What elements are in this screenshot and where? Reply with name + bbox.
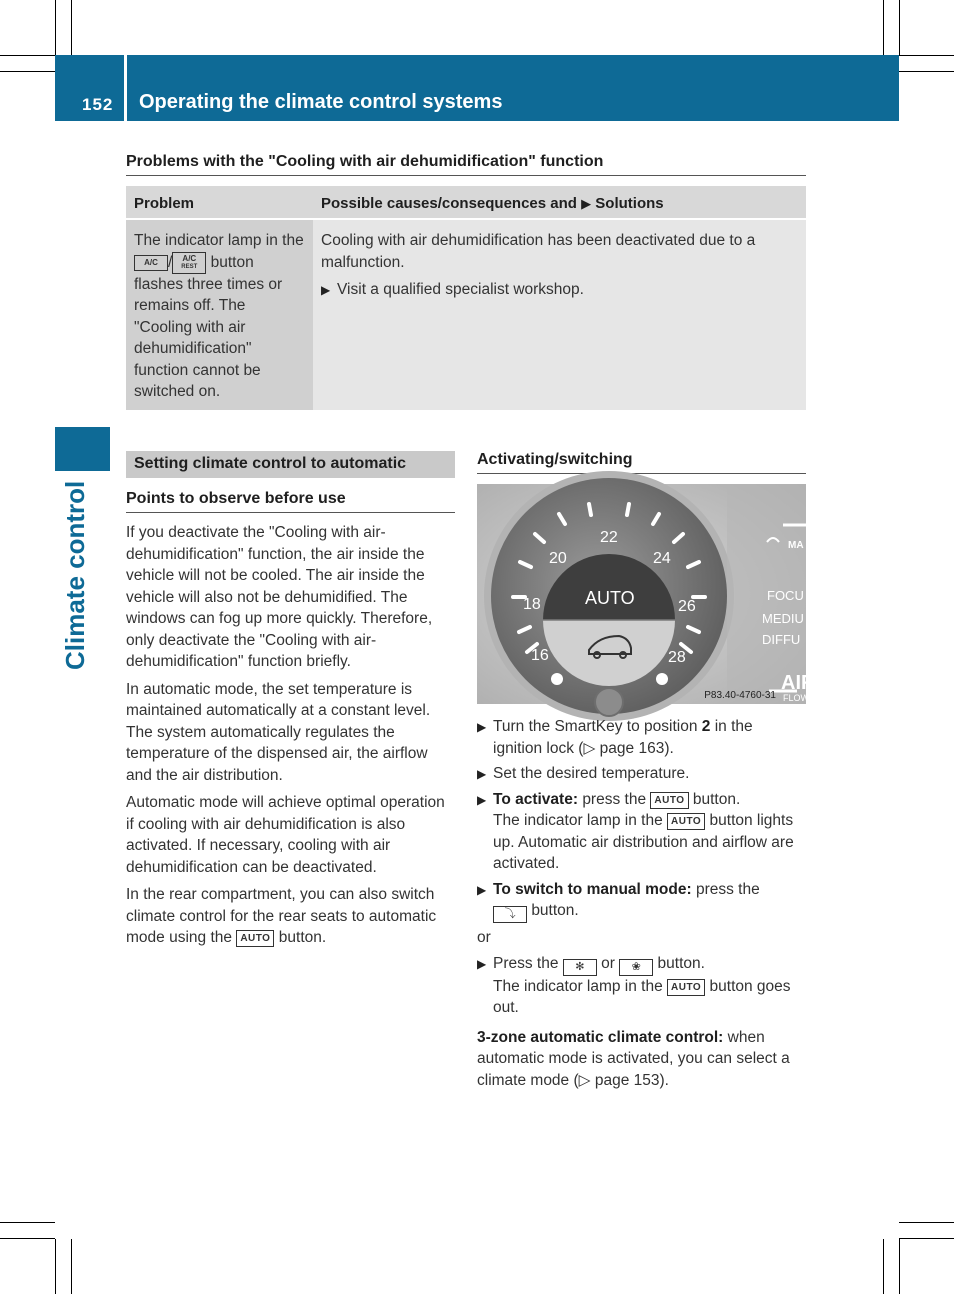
crop-mark bbox=[899, 1239, 900, 1294]
side-tab-marker bbox=[55, 427, 110, 471]
crop-mark bbox=[0, 1238, 55, 1239]
crop-mark bbox=[71, 0, 72, 55]
auto-button-icon: AUTO bbox=[667, 813, 705, 830]
fan-low-button-icon: ✻ bbox=[563, 959, 597, 976]
rear-text-a: In the rear compartment, you can also switch climate control for the rear seats to automatic mode using the bbox=[126, 886, 437, 946]
crop-mark bbox=[899, 1238, 954, 1239]
ac-rest-top: A/C bbox=[182, 253, 197, 263]
step5-text-b: button. bbox=[657, 954, 705, 972]
arrow-right-icon: ▶ bbox=[477, 956, 487, 971]
step1-text-b: in the ignition lock (▷ page 163). bbox=[493, 718, 753, 757]
arrow-right-icon: ▶ bbox=[477, 720, 487, 734]
paragraph-rear-compartment bbox=[126, 884, 455, 949]
temp-label-18: 18 bbox=[523, 596, 541, 613]
photo-code: P83.40-4760-31 bbox=[704, 690, 776, 701]
left-column bbox=[126, 451, 455, 949]
step3-text-b: button. bbox=[692, 790, 741, 808]
problems-heading: Problems with the "Cooling with air dehumidification" function bbox=[126, 153, 806, 176]
step-smartkey bbox=[477, 716, 806, 759]
arrow-right-icon: ▶ bbox=[477, 792, 487, 807]
step3-text-c: The indicator lamp in the bbox=[493, 812, 663, 829]
activating-heading: Activating/switching bbox=[477, 451, 806, 474]
automatic-heading: Setting climate control to automatic bbox=[126, 451, 455, 478]
step-airflow bbox=[477, 953, 806, 1019]
step3-text-d: button lights up. Automatic air distribution and airflow are activated. bbox=[493, 812, 794, 872]
crop-mark bbox=[883, 0, 884, 55]
crop-mark bbox=[55, 1239, 56, 1294]
arrow-right-icon: ▶ bbox=[477, 767, 487, 781]
dial-auto-label: AUTO bbox=[585, 588, 635, 608]
crop-mark bbox=[883, 1239, 884, 1294]
table-row bbox=[126, 220, 806, 410]
step1-position: 2 bbox=[701, 718, 711, 735]
control-panel-photo bbox=[477, 484, 816, 704]
crop-mark bbox=[899, 71, 954, 72]
temp-label-16: 16 bbox=[531, 647, 549, 664]
step4-label: To switch to manual mode: bbox=[493, 880, 692, 898]
ac-rest-bottom: REST bbox=[181, 263, 198, 270]
step5-text-a: Press the bbox=[493, 954, 559, 972]
temp-label-22: 22 bbox=[600, 529, 618, 546]
paragraph-deactivate: If you deactivate the "Cooling with air-dehumidification" function, the air inside the vehicle will not be cooled. The air inside the vehicle will also not be dehumidified. The windows can fog up more quickly. Therefore, only deactivate the "Cooling with air-dehumidification" function briefly. bbox=[126, 524, 433, 670]
fan-high-button-icon: ❀ bbox=[619, 959, 653, 976]
step4-text-a: press the bbox=[695, 880, 760, 898]
problems-table bbox=[126, 186, 806, 410]
problem-text-a: The indicator lamp in the bbox=[134, 232, 304, 249]
step-manual-mode bbox=[477, 879, 806, 924]
solution-text: Visit a qualified specialist workshop. bbox=[337, 281, 584, 298]
problem-text-b: button flashes three times or remains off. The "Cooling with air dehumidification" function cannot be switched on. bbox=[134, 253, 283, 400]
panel-label-flow: FLOW bbox=[783, 693, 809, 703]
crop-mark bbox=[899, 1222, 954, 1223]
note-text: when automatic mode is activated, you can select a climate mode (▷ page 153). bbox=[477, 1028, 790, 1089]
column-header-solutions bbox=[313, 186, 806, 218]
note-label: 3-zone automatic climate control: bbox=[477, 1028, 724, 1046]
panel-label-medium: MEDIU bbox=[762, 611, 804, 626]
step5-text-c: The indicator lamp in the bbox=[493, 977, 663, 995]
arrow-right-icon: ▶ bbox=[581, 196, 592, 211]
cause-text: Cooling with air dehumidification has been deactivated due to a malfunction. bbox=[321, 232, 756, 271]
temp-label-20: 20 bbox=[549, 550, 567, 567]
column-header-solutions-a: Possible causes/consequences and bbox=[321, 195, 577, 212]
crop-mark bbox=[55, 0, 56, 55]
panel-label-air: AIR bbox=[781, 672, 816, 694]
step5-or: or bbox=[601, 954, 615, 972]
table-header-row bbox=[126, 186, 806, 220]
crop-mark bbox=[71, 1239, 72, 1294]
crop-mark bbox=[0, 71, 55, 72]
button-separator: / bbox=[168, 253, 173, 271]
page-number: 152 bbox=[82, 95, 114, 114]
three-zone-note bbox=[477, 1027, 806, 1092]
step4-text-b: button. bbox=[531, 902, 579, 919]
arrow-right-icon: ▶ bbox=[321, 283, 331, 297]
climate-dial-illustration bbox=[477, 484, 806, 704]
step3-text-a: press the bbox=[582, 790, 647, 808]
ac-button-icon: A/C bbox=[134, 255, 168, 271]
step-temperature bbox=[477, 763, 806, 785]
right-column bbox=[477, 451, 816, 1091]
crop-mark bbox=[0, 1222, 55, 1223]
paragraph-optimal-operation: Automatic mode will achieve optimal operation if cooling with air dehumidification is also activated. If necessary, cooling with air dehumidification can be deactivated. bbox=[126, 794, 445, 876]
step2-text: Set the desired temperature. bbox=[493, 765, 690, 782]
step1-text-a: Turn the SmartKey to position bbox=[493, 718, 698, 735]
rear-text-b: button. bbox=[278, 929, 327, 946]
crop-mark bbox=[899, 0, 900, 55]
auto-button-icon: AUTO bbox=[667, 979, 705, 996]
arrow-right-icon: ▶ bbox=[477, 882, 487, 897]
ac-rest-button-icon bbox=[172, 252, 206, 274]
auto-button-icon: AUTO bbox=[236, 930, 274, 947]
step3-label: To activate: bbox=[493, 790, 578, 808]
header-separator bbox=[124, 55, 127, 121]
or-text: or bbox=[477, 929, 491, 946]
temp-label-26: 26 bbox=[678, 598, 696, 615]
panel-label-focus: FOCU bbox=[767, 588, 804, 603]
crop-mark bbox=[899, 55, 954, 56]
panel-label-diffuse: DIFFU bbox=[762, 632, 801, 647]
column-header-solutions-b: Solutions bbox=[595, 195, 664, 212]
temp-label-24: 24 bbox=[653, 550, 671, 567]
page-title: Operating the climate control systems bbox=[139, 91, 503, 113]
side-tab-label: Climate control bbox=[60, 480, 90, 670]
paragraph-automatic-mode: In automatic mode, the set temperature is maintained automatically at a constant level. The system automatically regulates the temperature of the dispensed air, the airflow and the air distribution. bbox=[126, 680, 431, 784]
auto-button-icon: AUTO bbox=[650, 792, 688, 809]
panel-label-max: MA bbox=[788, 540, 804, 551]
solution-cell bbox=[313, 220, 806, 410]
air-distribution-button-icon: ⤵ bbox=[493, 906, 527, 923]
points-subheading: Points to observe before use bbox=[126, 490, 455, 513]
column-header-problem: Problem bbox=[134, 195, 195, 212]
step5-text-d: button goes out. bbox=[493, 977, 791, 1016]
problem-cell bbox=[126, 220, 313, 410]
temp-label-28: 28 bbox=[668, 649, 686, 666]
crop-mark bbox=[0, 55, 55, 56]
step-activate bbox=[477, 789, 806, 875]
solution-step bbox=[321, 279, 798, 301]
